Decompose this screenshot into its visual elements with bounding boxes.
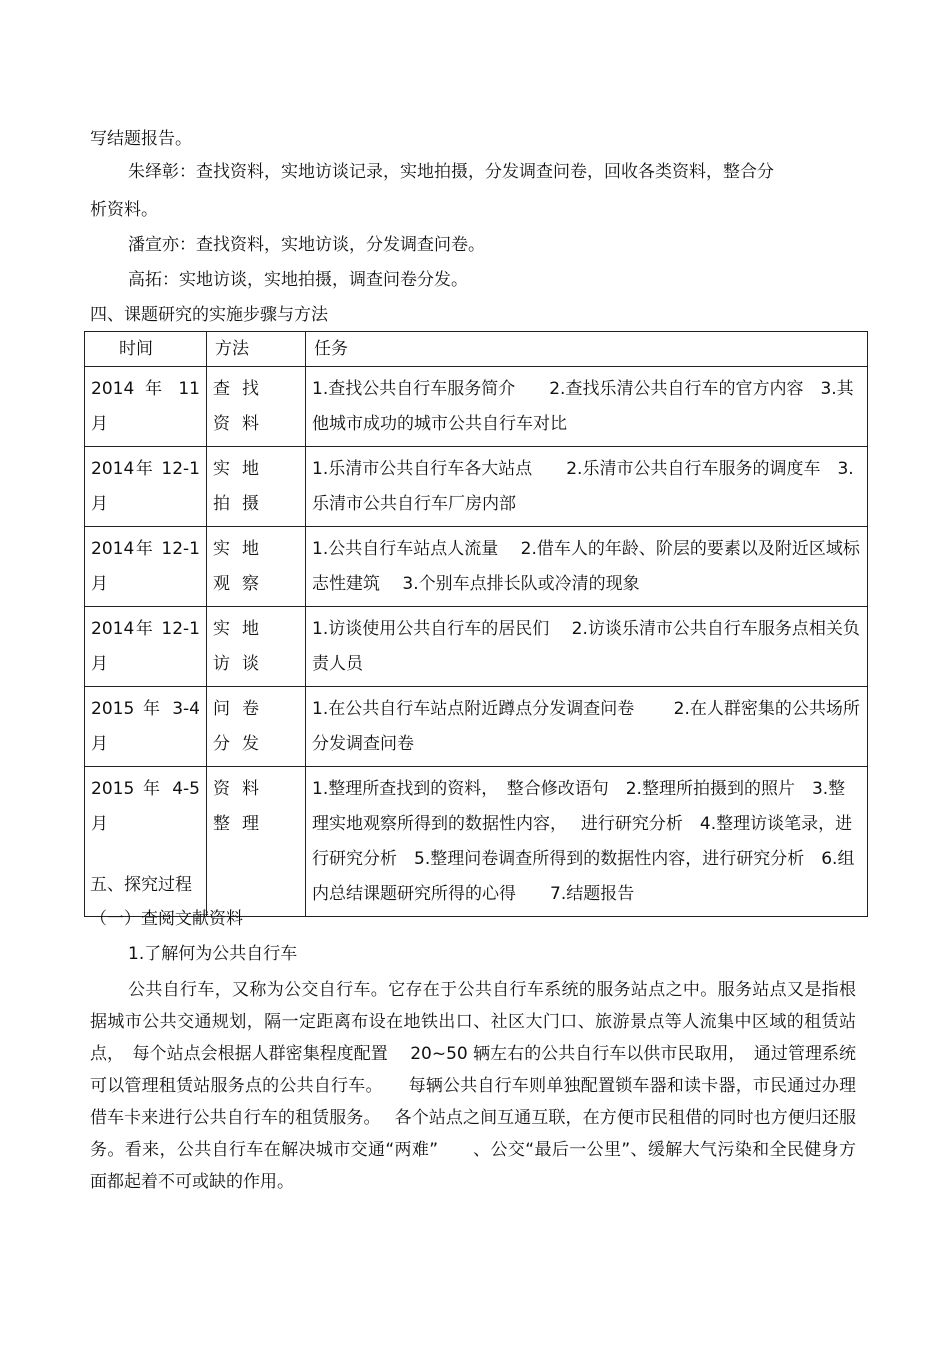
cell-method: 查找资料 [207, 367, 306, 447]
cell-time: 2015 年 3-4 月 [85, 687, 207, 767]
cell-time: 2014年 12-1 月 [85, 447, 207, 527]
section-5-heading: 五、探究过程 [90, 875, 192, 895]
section-4-heading: 四、课题研究的实施步骤与方法 [90, 305, 328, 325]
cell-time: 2014 年 11 月 [85, 367, 207, 447]
item-heading: 1.了解何为公共自行车 [128, 944, 298, 964]
text-line-report: 写结题报告。 [90, 129, 192, 149]
steps-methods-table [84, 331, 868, 917]
cell-task: 1.公共自行车站点人流量 2.借车人的年龄、阶层的要素以及附近区域标志性建筑 3.个别车点排长队或冷清的现象 [306, 527, 868, 607]
cell-method: 实地拍摄 [207, 447, 306, 527]
cell-task: 1.整理所查找到的资料， 整合修改语句 2.整理所拍摄到的照片 3.整理实地观察所得到的数据性内容， 进行研究分析 4.整理访谈笔录，进行研究分析 5.整理问卷调查所得到的数据性内容，进行研究分析 6.组内总结课题研究所得的心得 7.结题报告 [306, 767, 868, 917]
cell-task: 1.乐清市公共自行车各大站点 2.乐清市公共自行车服务的调度车 3.乐清市公共自行车厂房内部 [306, 447, 868, 527]
table-row [85, 367, 868, 447]
cell-time: 2014年 12-1 月 [85, 527, 207, 607]
cell-time: 2015 年 4-5 月 [85, 767, 207, 917]
table-header-row [85, 332, 868, 367]
cell-method: 实地观察 [207, 527, 306, 607]
cell-method: 实地访谈 [207, 607, 306, 687]
paragraph-text: 公共自行车，又称为公交自行车。它存在于公共自行车系统的服务站点之中。服务站点又是指根据城市公共交通规划，隔一定距离布设在地铁出口、社区大门口、旅游景点等人流集中区域的租赁站点， 每个站点会根据人群密集程度配置 20~50 辆左右的公共自行车以供市民取用， 通过管理系统可以管理租赁站服务点的公共自行车。 每辆公共自行车则单独配置锁车器和读卡器，市民通过办理借车卡来进行公共自行车的租赁服务。 各个站点之间互通互联，在方便市民租借的同时也方便归还服务。看来，公共自行车在解决城市交通“两难” 、公交“最后一公里”、缓解大气污染和全民健身方面都起着不可或缺的作用。 [90, 980, 856, 1192]
cell-time: 2014年 12-1 月 [85, 607, 207, 687]
table-row [85, 767, 868, 917]
cell-method: 问卷分发 [207, 687, 306, 767]
subsection-heading: （一）查阅文献资料 [90, 909, 243, 929]
cell-method: 资料整理 [207, 767, 306, 917]
table-row [85, 687, 868, 767]
cell-task: 1.在公共自行车站点附近蹲点分发调查问卷 2.在人群密集的公共场所分发调查问卷 [306, 687, 868, 767]
body-paragraph [90, 974, 856, 1198]
cell-task: 1.访谈使用公共自行车的居民们 2.访谈乐清市公共自行车服务点相关负责人员 [306, 607, 868, 687]
header-task: 任务 [306, 332, 868, 367]
text-line-zhu-cont: 析资料。 [90, 200, 158, 220]
text-line-pan: 潘宣亦：查找资料，实地访谈，分发调查问卷。 [128, 235, 485, 255]
table-row [85, 527, 868, 607]
table-row [85, 607, 868, 687]
header-method: 方法 [207, 332, 306, 367]
table-row [85, 447, 868, 527]
header-time: 时间 [85, 332, 207, 367]
text-line-zhu: 朱绎彰：查找资料，实地访谈记录，实地拍摄，分发调查问卷，回收各类资料，整合分 [128, 162, 774, 182]
text-line-gao: 高拓：实地访谈，实地拍摄，调查问卷分发。 [128, 270, 468, 290]
cell-task: 1.查找公共自行车服务简介 2.查找乐清公共自行车的官方内容 3.其他城市成功的城市公共自行车对比 [306, 367, 868, 447]
